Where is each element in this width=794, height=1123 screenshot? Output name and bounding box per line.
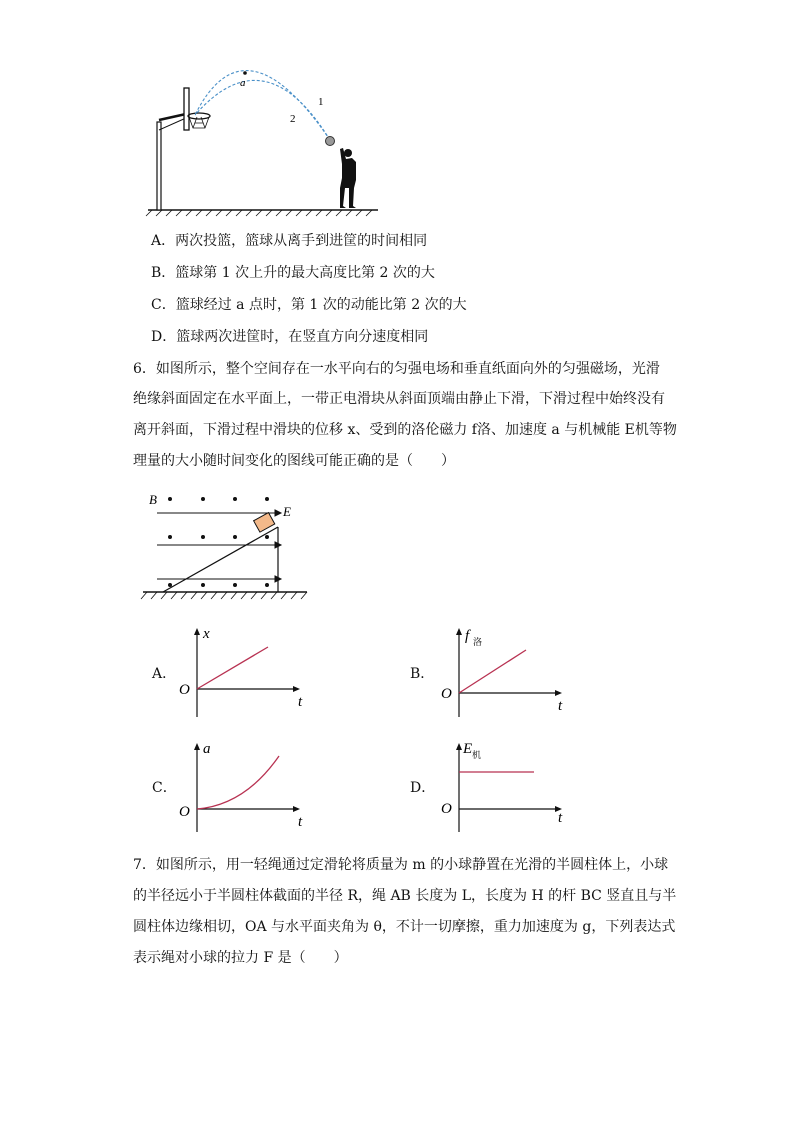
player-silhouette xyxy=(340,148,356,208)
incline-field-figure xyxy=(135,487,320,607)
graph-c-ylabel: a xyxy=(203,741,211,757)
q5-option-d: D．篮球两次进筐时，在竖直方向分速度相同 xyxy=(151,329,429,345)
q5-option-b: B．篮球第 1 次上升的最大高度比第 2 次的大 xyxy=(151,265,435,281)
path-2-label: 2 xyxy=(290,113,296,125)
graph-b xyxy=(437,625,572,720)
graph-b-xlabel: t xyxy=(558,698,563,714)
graph-c xyxy=(175,740,310,835)
graph-c-origin: O xyxy=(179,804,190,820)
graph-b-ylabel: f xyxy=(465,628,470,644)
q7-stem-line-3: 圆柱体边缘相切，OA 与水平面夹角为 θ，不计一切摩擦，重力加速度为 g，下列表达式 xyxy=(133,919,676,935)
graph-b-ylabel-sub: 洛 xyxy=(473,637,483,647)
graph-d xyxy=(437,740,572,835)
q6-stem-line-2: 绝缘斜面固定在水平面上，一带正电滑块从斜面顶端由静止下滑，下滑过程中始终没有 xyxy=(133,391,665,407)
graph-d-origin: O xyxy=(441,801,452,817)
graph-d-xlabel: t xyxy=(558,810,563,826)
q7-stem-line-1: 7．如图所示，用一轻绳通过定滑轮将质量为 m 的小球静置在光滑的半圆柱体上，小球 xyxy=(133,857,669,873)
graph-a-xlabel: t xyxy=(298,694,303,710)
graph-a-origin: O xyxy=(179,682,190,698)
graph-a-option-label: A． xyxy=(152,666,177,682)
graph-b-origin: O xyxy=(441,686,452,702)
q6-stem-line-1: 6．如图所示，整个空间存在一水平向右的匀强电场和垂直纸面向外的匀强磁场，光滑 xyxy=(133,361,660,377)
graph-c-option-label: C． xyxy=(152,780,177,796)
q6-stem-line-4: 理量的大小随时间变化的图线可能正确的是（ ） xyxy=(133,453,455,469)
graph-c-xlabel: t xyxy=(298,814,303,830)
graph-a-ylabel: x xyxy=(203,626,210,642)
point-a-label: a xyxy=(240,77,246,89)
graph-d-ylabel: E xyxy=(463,741,473,757)
graph-a xyxy=(175,625,310,720)
q5-option-a: A．两次投篮，篮球从离手到进筐的时间相同 xyxy=(151,233,428,249)
q5-option-c: C．篮球经过 a 点时，第 1 次的动能比第 2 次的大 xyxy=(151,297,467,313)
graph-d-option-label: D． xyxy=(410,780,436,796)
q7-stem-line-2: 的半径远小于半圆柱体截面的半径 R，绳 AB 长度为 L，长度为 H 的杆 BC 竖直且与半 xyxy=(133,888,677,904)
q6-stem-line-3: 离开斜面，下滑过程中滑块的位移 x、受到的洛伦磁力 f洛、加速度 a 与机械能 E机等物 xyxy=(133,422,677,438)
field-b-label: B xyxy=(149,492,157,507)
path-1-label: 1 xyxy=(318,96,324,108)
q7-stem-line-4: 表示绳对小球的拉力 F 是（ ） xyxy=(133,950,348,966)
basketball-figure xyxy=(140,60,390,220)
field-e-label: E xyxy=(283,504,291,519)
graph-d-ylabel-sub: 机 xyxy=(472,750,482,760)
graph-b-option-label: B． xyxy=(410,666,435,682)
